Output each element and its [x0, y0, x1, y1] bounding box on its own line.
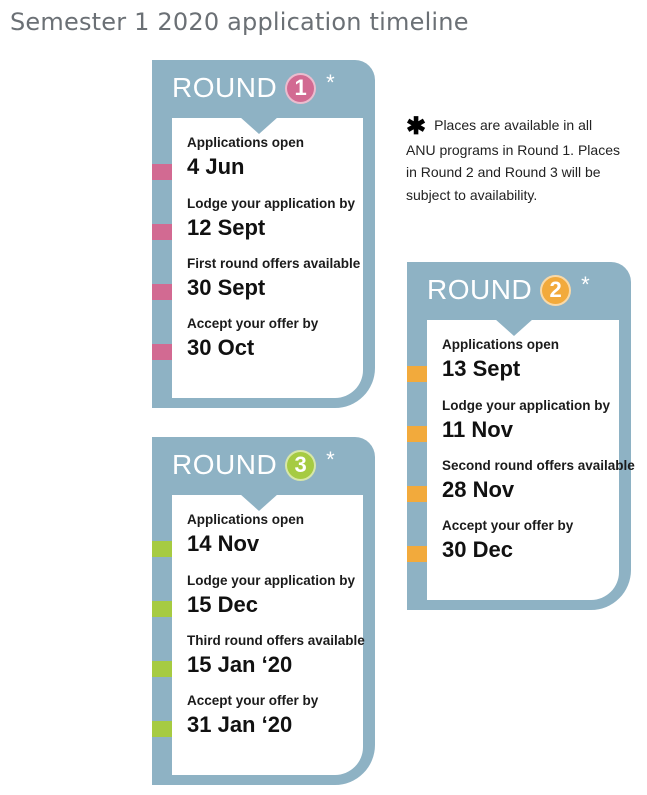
timeline-entry: [187, 512, 304, 557]
timeline-entry: [187, 693, 318, 738]
timeline-entry: [442, 518, 573, 563]
page-title: Semester 1 2020 application timeline: [10, 8, 469, 36]
asterisk-icon: *: [581, 272, 590, 297]
entry-date: 15 Jan ‘20: [187, 652, 293, 677]
round-heading: [427, 274, 590, 306]
timeline-entry: [187, 633, 365, 678]
round-marker: [407, 546, 427, 562]
round-heading: [172, 449, 335, 481]
round-word: ROUND: [172, 449, 278, 480]
timeline-entry: [187, 135, 304, 180]
round-marker: [152, 164, 172, 180]
round-marker: [152, 601, 172, 617]
timeline-entry: [442, 398, 610, 443]
round-marker: [152, 661, 172, 677]
entry-date: 13 Sept: [442, 356, 521, 381]
round-marker: [152, 344, 172, 360]
entry-label: Applications open: [442, 337, 560, 352]
entry-date: 28 Nov: [442, 477, 515, 502]
round-1-card: [152, 60, 375, 408]
card-notch: [240, 494, 278, 511]
entry-label: Accept your offer by: [187, 316, 319, 331]
entry-date: 14 Nov: [187, 531, 260, 556]
asterisk-icon: *: [326, 447, 335, 472]
round-marker: [152, 224, 172, 240]
entry-date: 31 Jan ‘20: [187, 712, 293, 737]
entry-label: Third round offers available: [187, 633, 365, 648]
entry-label: First round offers available: [187, 256, 361, 271]
entry-date: 11 Nov: [442, 417, 513, 442]
round-marker: [407, 426, 427, 442]
entry-label: Accept your offer by: [187, 693, 319, 708]
timeline-entry: [442, 458, 635, 503]
entry-label: Lodge your application by: [187, 196, 356, 211]
timeline-entry: [187, 256, 360, 301]
entry-label: Accept your offer by: [442, 518, 574, 533]
entry-date: 15 Dec: [187, 592, 258, 617]
entry-date: 30 Dec: [442, 537, 513, 562]
asterisk-icon: ✱: [406, 113, 427, 140]
entry-label: Lodge your application by: [187, 573, 356, 588]
timeline-entry: [187, 316, 318, 361]
entry-date: 30 Sept: [187, 275, 266, 300]
round-marker: [152, 284, 172, 300]
availability-note: [406, 114, 621, 206]
round-3-card: [152, 437, 375, 785]
round-2-card: [407, 262, 635, 610]
timeline-entry: [187, 573, 355, 618]
round-heading: [172, 72, 335, 104]
card-notch: [240, 117, 278, 134]
round-number-badge: 2: [540, 275, 571, 306]
round-marker: [152, 721, 172, 737]
round-marker: [407, 486, 427, 502]
asterisk-icon: *: [326, 70, 335, 95]
entry-date: 30 Oct: [187, 335, 255, 360]
round-marker: [152, 541, 172, 557]
round-number-badge: 3: [285, 450, 316, 481]
entry-date: 12 Sept: [187, 215, 266, 240]
round-word: ROUND: [427, 274, 533, 305]
entry-label: Applications open: [187, 135, 305, 150]
round-marker: [407, 366, 427, 382]
round-word: ROUND: [172, 72, 278, 103]
entry-label: Applications open: [187, 512, 305, 527]
note-text: Places are available in all ANU programs in Round 1. Places in Round 2 and Round 3 will be subject to availability.: [406, 117, 620, 203]
timeline-entry: [187, 196, 355, 241]
entry-label: Lodge your application by: [442, 398, 611, 413]
round-number-badge: 1: [285, 73, 316, 104]
timeline-entry: [442, 337, 559, 382]
entry-date: 4 Jun: [187, 154, 245, 179]
card-notch: [495, 319, 533, 336]
entry-label: Second round offers available: [442, 458, 635, 473]
